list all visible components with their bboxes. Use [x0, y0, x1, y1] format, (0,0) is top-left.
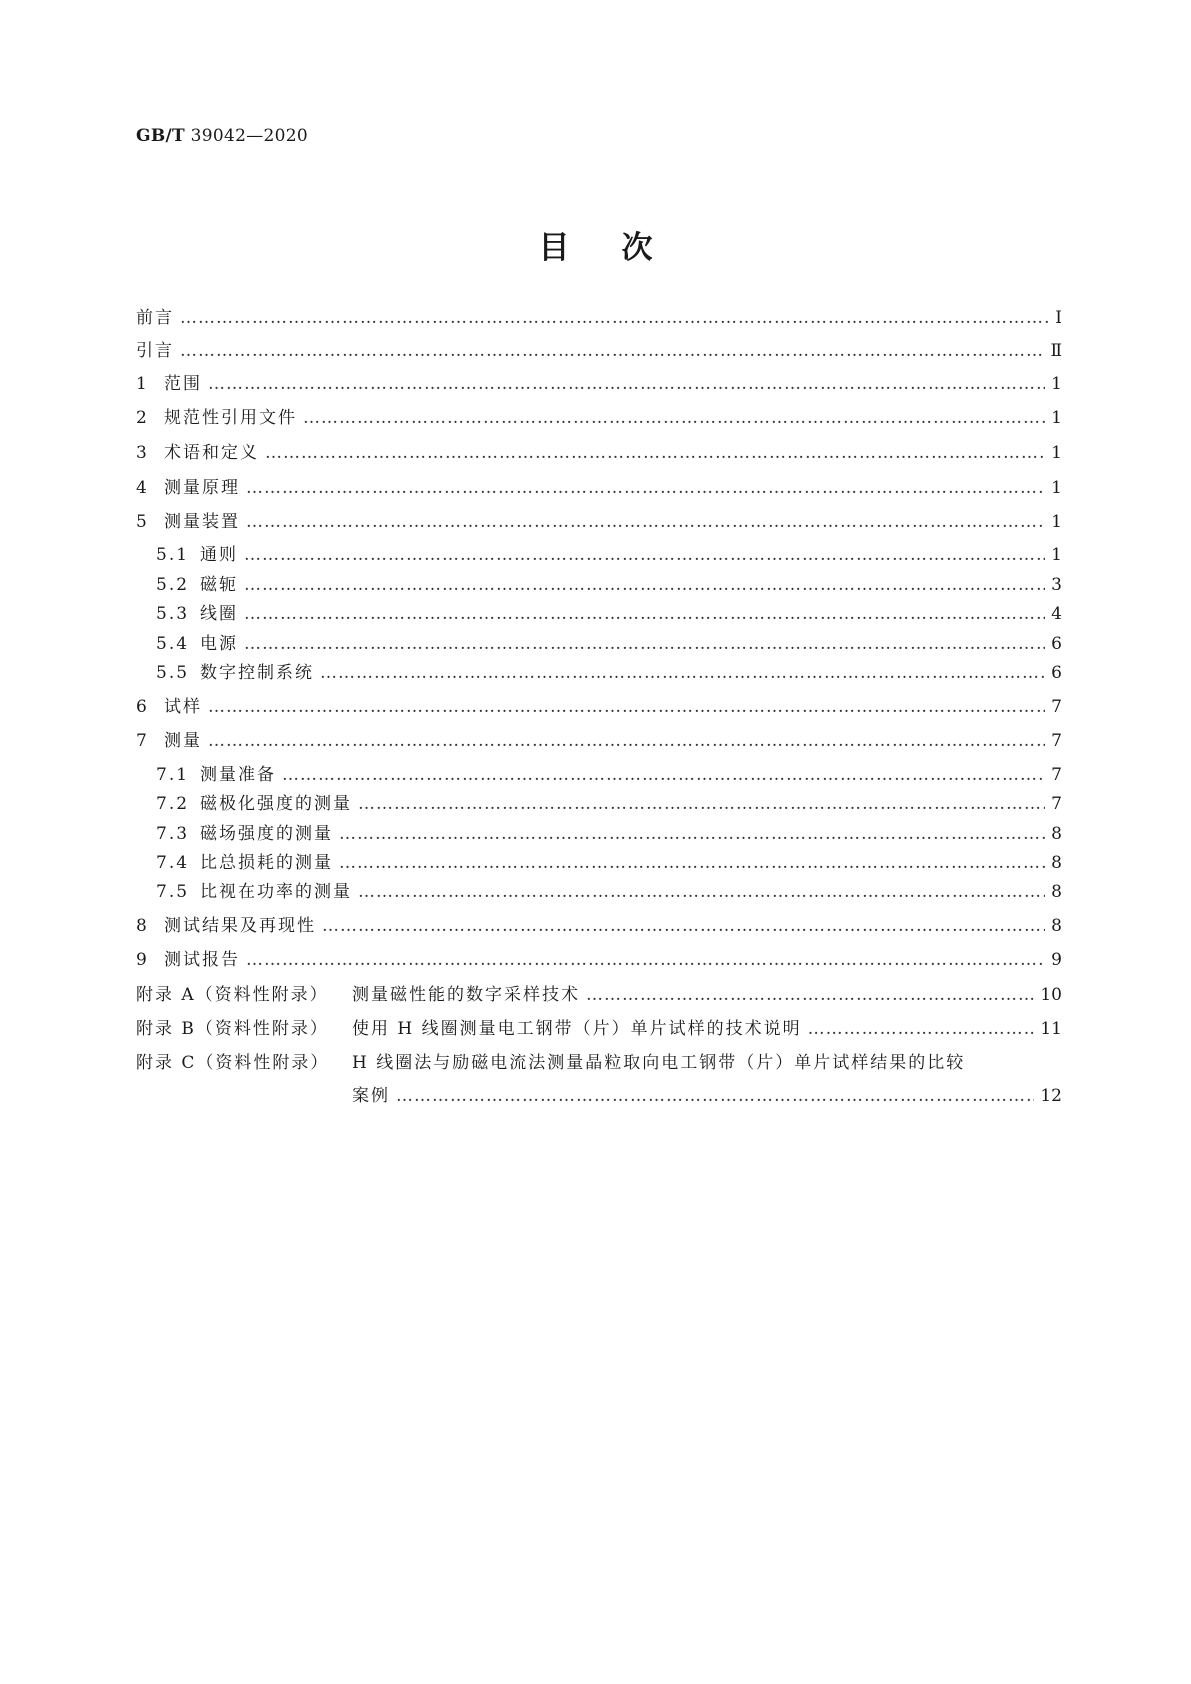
- toc-annex-number: 附录 C（资料性附录）: [136, 1053, 330, 1073]
- toc-entry-page: 3: [1051, 575, 1062, 595]
- toc-entry-5-4[interactable]: [156, 631, 1062, 657]
- toc-entry-7[interactable]: [136, 728, 1062, 754]
- toc-entry-5-1[interactable]: [156, 542, 1062, 568]
- toc-entry-label: H 线圈法与励磁电流法测量晶粒取向电工钢带（片）单片试样结果的比较: [352, 1053, 966, 1073]
- toc-entry-7-1[interactable]: [156, 762, 1062, 788]
- toc-entry-page: 1: [1051, 374, 1062, 394]
- toc-entry-annex-c-continuation[interactable]: [352, 1083, 1062, 1109]
- toc-entry-page: 12: [1040, 1086, 1062, 1106]
- toc-entry-page: 7: [1051, 765, 1062, 785]
- toc-entry-annex-a[interactable]: [136, 982, 1062, 1008]
- toc-leader-dots: [246, 475, 1045, 501]
- toc-entry-number: 9: [136, 950, 149, 970]
- page-title: 目次: [538, 230, 705, 266]
- toc-leader-dots: [246, 947, 1045, 973]
- toc-entry-annex-b[interactable]: [136, 1016, 1062, 1042]
- toc-leader-dots: [358, 879, 1045, 905]
- toc-entry-number: 2: [136, 408, 149, 428]
- toc-leader-dots: [320, 660, 1045, 686]
- toc-entry-label: 测试报告: [164, 950, 240, 970]
- toc-entry-label: 线圈: [200, 604, 238, 624]
- toc-entry-number: 7.4: [156, 853, 190, 873]
- toc-entry-label: 案例: [352, 1086, 390, 1106]
- toc-entry-page: 1: [1051, 443, 1062, 463]
- toc-entry-page: 1: [1051, 478, 1062, 498]
- toc-leader-dots: [180, 305, 1049, 331]
- toc-entry-6[interactable]: [136, 694, 1062, 720]
- toc-leader-dots: [244, 601, 1045, 627]
- toc-entry-label: 测量装置: [164, 512, 240, 532]
- toc-leader-dots: [322, 913, 1045, 939]
- toc-entry-label: 测量磁性能的数字采样技术: [352, 985, 580, 1005]
- toc-leader-dots: [303, 405, 1045, 431]
- toc-leader-dots: [208, 694, 1045, 720]
- toc-entry-label: 使用 H 线圈测量电工钢带（片）单片试样的技术说明: [352, 1019, 802, 1039]
- toc-entry-page: 6: [1051, 634, 1062, 654]
- toc-entry-page: 8: [1051, 916, 1062, 936]
- toc-leader-dots: [244, 542, 1045, 568]
- toc-entry-label: 数字控制系统: [200, 663, 314, 683]
- toc-entry-number: 5.4: [156, 634, 190, 654]
- toc-entry-label: 规范性引用文件: [164, 408, 297, 428]
- toc-entry-page: 11: [1040, 1019, 1062, 1039]
- toc-entry-label: 比总损耗的测量: [200, 853, 333, 873]
- toc-entry-page: 4: [1051, 604, 1062, 624]
- toc-entry-label: 测量: [164, 731, 202, 751]
- toc-entry-number: 5.3: [156, 604, 190, 624]
- toc-annex-number: 附录 B（资料性附录）: [136, 1019, 329, 1039]
- toc-entry-label: 磁场强度的测量: [200, 824, 333, 844]
- toc-leader-dots: [396, 1083, 1034, 1109]
- toc-entry-number: 7.5: [156, 882, 190, 902]
- standard-code-number: 39042—2020: [190, 126, 309, 146]
- toc-entry-label: 测试结果及再现性: [164, 916, 316, 936]
- toc-entry-number: 6: [136, 697, 149, 717]
- toc-leader-dots: [586, 982, 1034, 1008]
- toc-leader-dots: [246, 509, 1045, 535]
- toc-entry-page: 1: [1051, 408, 1062, 428]
- toc-entry-number: 7.1: [156, 765, 190, 785]
- toc-entry-5-3[interactable]: [156, 601, 1062, 627]
- toc-entry-introduction[interactable]: [136, 338, 1062, 364]
- toc-entry-page: 7: [1051, 731, 1062, 751]
- toc-entry-number: 5.2: [156, 575, 190, 595]
- toc-entry-number: 7.3: [156, 824, 190, 844]
- toc-entry-number: 1: [136, 374, 149, 394]
- toc-entry-label: 引言: [136, 341, 174, 361]
- toc-entry-label: 测量准备: [200, 765, 276, 785]
- toc-entry-5-2[interactable]: [156, 572, 1062, 598]
- toc-entry-2[interactable]: [136, 405, 1062, 431]
- toc-entry-label: 磁极化强度的测量: [200, 794, 352, 814]
- toc-leader-dots: [244, 631, 1045, 657]
- toc-entry-5[interactable]: [136, 509, 1062, 535]
- toc-entry-page: 8: [1051, 853, 1062, 873]
- toc-entry-7-5[interactable]: [156, 879, 1062, 905]
- toc-annex-number: 附录 A（资料性附录）: [136, 985, 329, 1005]
- toc-leader-dots: [244, 572, 1045, 598]
- toc-entry-4[interactable]: [136, 475, 1062, 501]
- toc-entry-page: Ⅰ: [1055, 308, 1062, 328]
- toc-entry-label: 试样: [164, 697, 202, 717]
- toc-entry-page: 10: [1040, 985, 1062, 1005]
- toc-entry-9[interactable]: [136, 947, 1062, 973]
- toc-entry-annex-c[interactable]: [136, 1050, 1062, 1076]
- toc-leader-dots: [358, 791, 1045, 817]
- toc-leader-dots: [282, 762, 1045, 788]
- toc-entry-label: 术语和定义: [164, 443, 259, 463]
- toc-entry-number: 8: [136, 916, 149, 936]
- toc-entry-page: 7: [1051, 794, 1062, 814]
- toc-entry-7-4[interactable]: [156, 850, 1062, 876]
- toc-entry-page: 1: [1051, 512, 1062, 532]
- toc-entry-5-5[interactable]: [156, 660, 1062, 686]
- standard-code-prefix: GB/T: [136, 126, 185, 146]
- toc-entry-number: 5.1: [156, 545, 190, 565]
- toc-entry-page: 8: [1051, 882, 1062, 902]
- toc-entry-label: 测量原理: [164, 478, 240, 498]
- toc-entry-8[interactable]: [136, 913, 1062, 939]
- toc-entry-3[interactable]: [136, 440, 1062, 466]
- toc-entry-number: 5: [136, 512, 149, 532]
- toc-leader-dots: [208, 728, 1045, 754]
- toc-leader-dots: [265, 440, 1045, 466]
- toc-entry-page: 7: [1051, 697, 1062, 717]
- toc-entry-number: 7: [136, 731, 149, 751]
- toc-leader-dots: [808, 1016, 1035, 1042]
- toc-entry-label: 电源: [200, 634, 238, 654]
- toc-entry-7-3[interactable]: [156, 821, 1062, 847]
- toc-leader-dots: [208, 371, 1045, 397]
- toc-leader-dots: [339, 821, 1045, 847]
- toc-leader-dots: [339, 850, 1045, 876]
- toc-entry-page: 1: [1051, 545, 1062, 565]
- toc-entry-label: 磁轭: [200, 575, 238, 595]
- toc-entry-1[interactable]: [136, 371, 1062, 397]
- toc-entry-number: 7.2: [156, 794, 190, 814]
- toc-entry-label: 范围: [164, 374, 202, 394]
- toc-entry-preface[interactable]: [136, 305, 1062, 331]
- toc-entry-7-2[interactable]: [156, 791, 1062, 817]
- toc-entry-number: 4: [136, 478, 149, 498]
- toc-entry-page: Ⅱ: [1050, 341, 1062, 361]
- toc-entry-page: 8: [1051, 824, 1062, 844]
- toc-entry-label: 通则: [200, 545, 238, 565]
- toc-entry-number: 5.5: [156, 663, 190, 683]
- toc-entry-number: 3: [136, 443, 149, 463]
- toc-entry-label: 比视在功率的测量: [200, 882, 352, 902]
- toc-entry-page: 9: [1051, 950, 1062, 970]
- toc-entry-label: 前言: [136, 308, 174, 328]
- toc-entry-page: 6: [1051, 663, 1062, 683]
- toc-leader-dots: [180, 338, 1044, 364]
